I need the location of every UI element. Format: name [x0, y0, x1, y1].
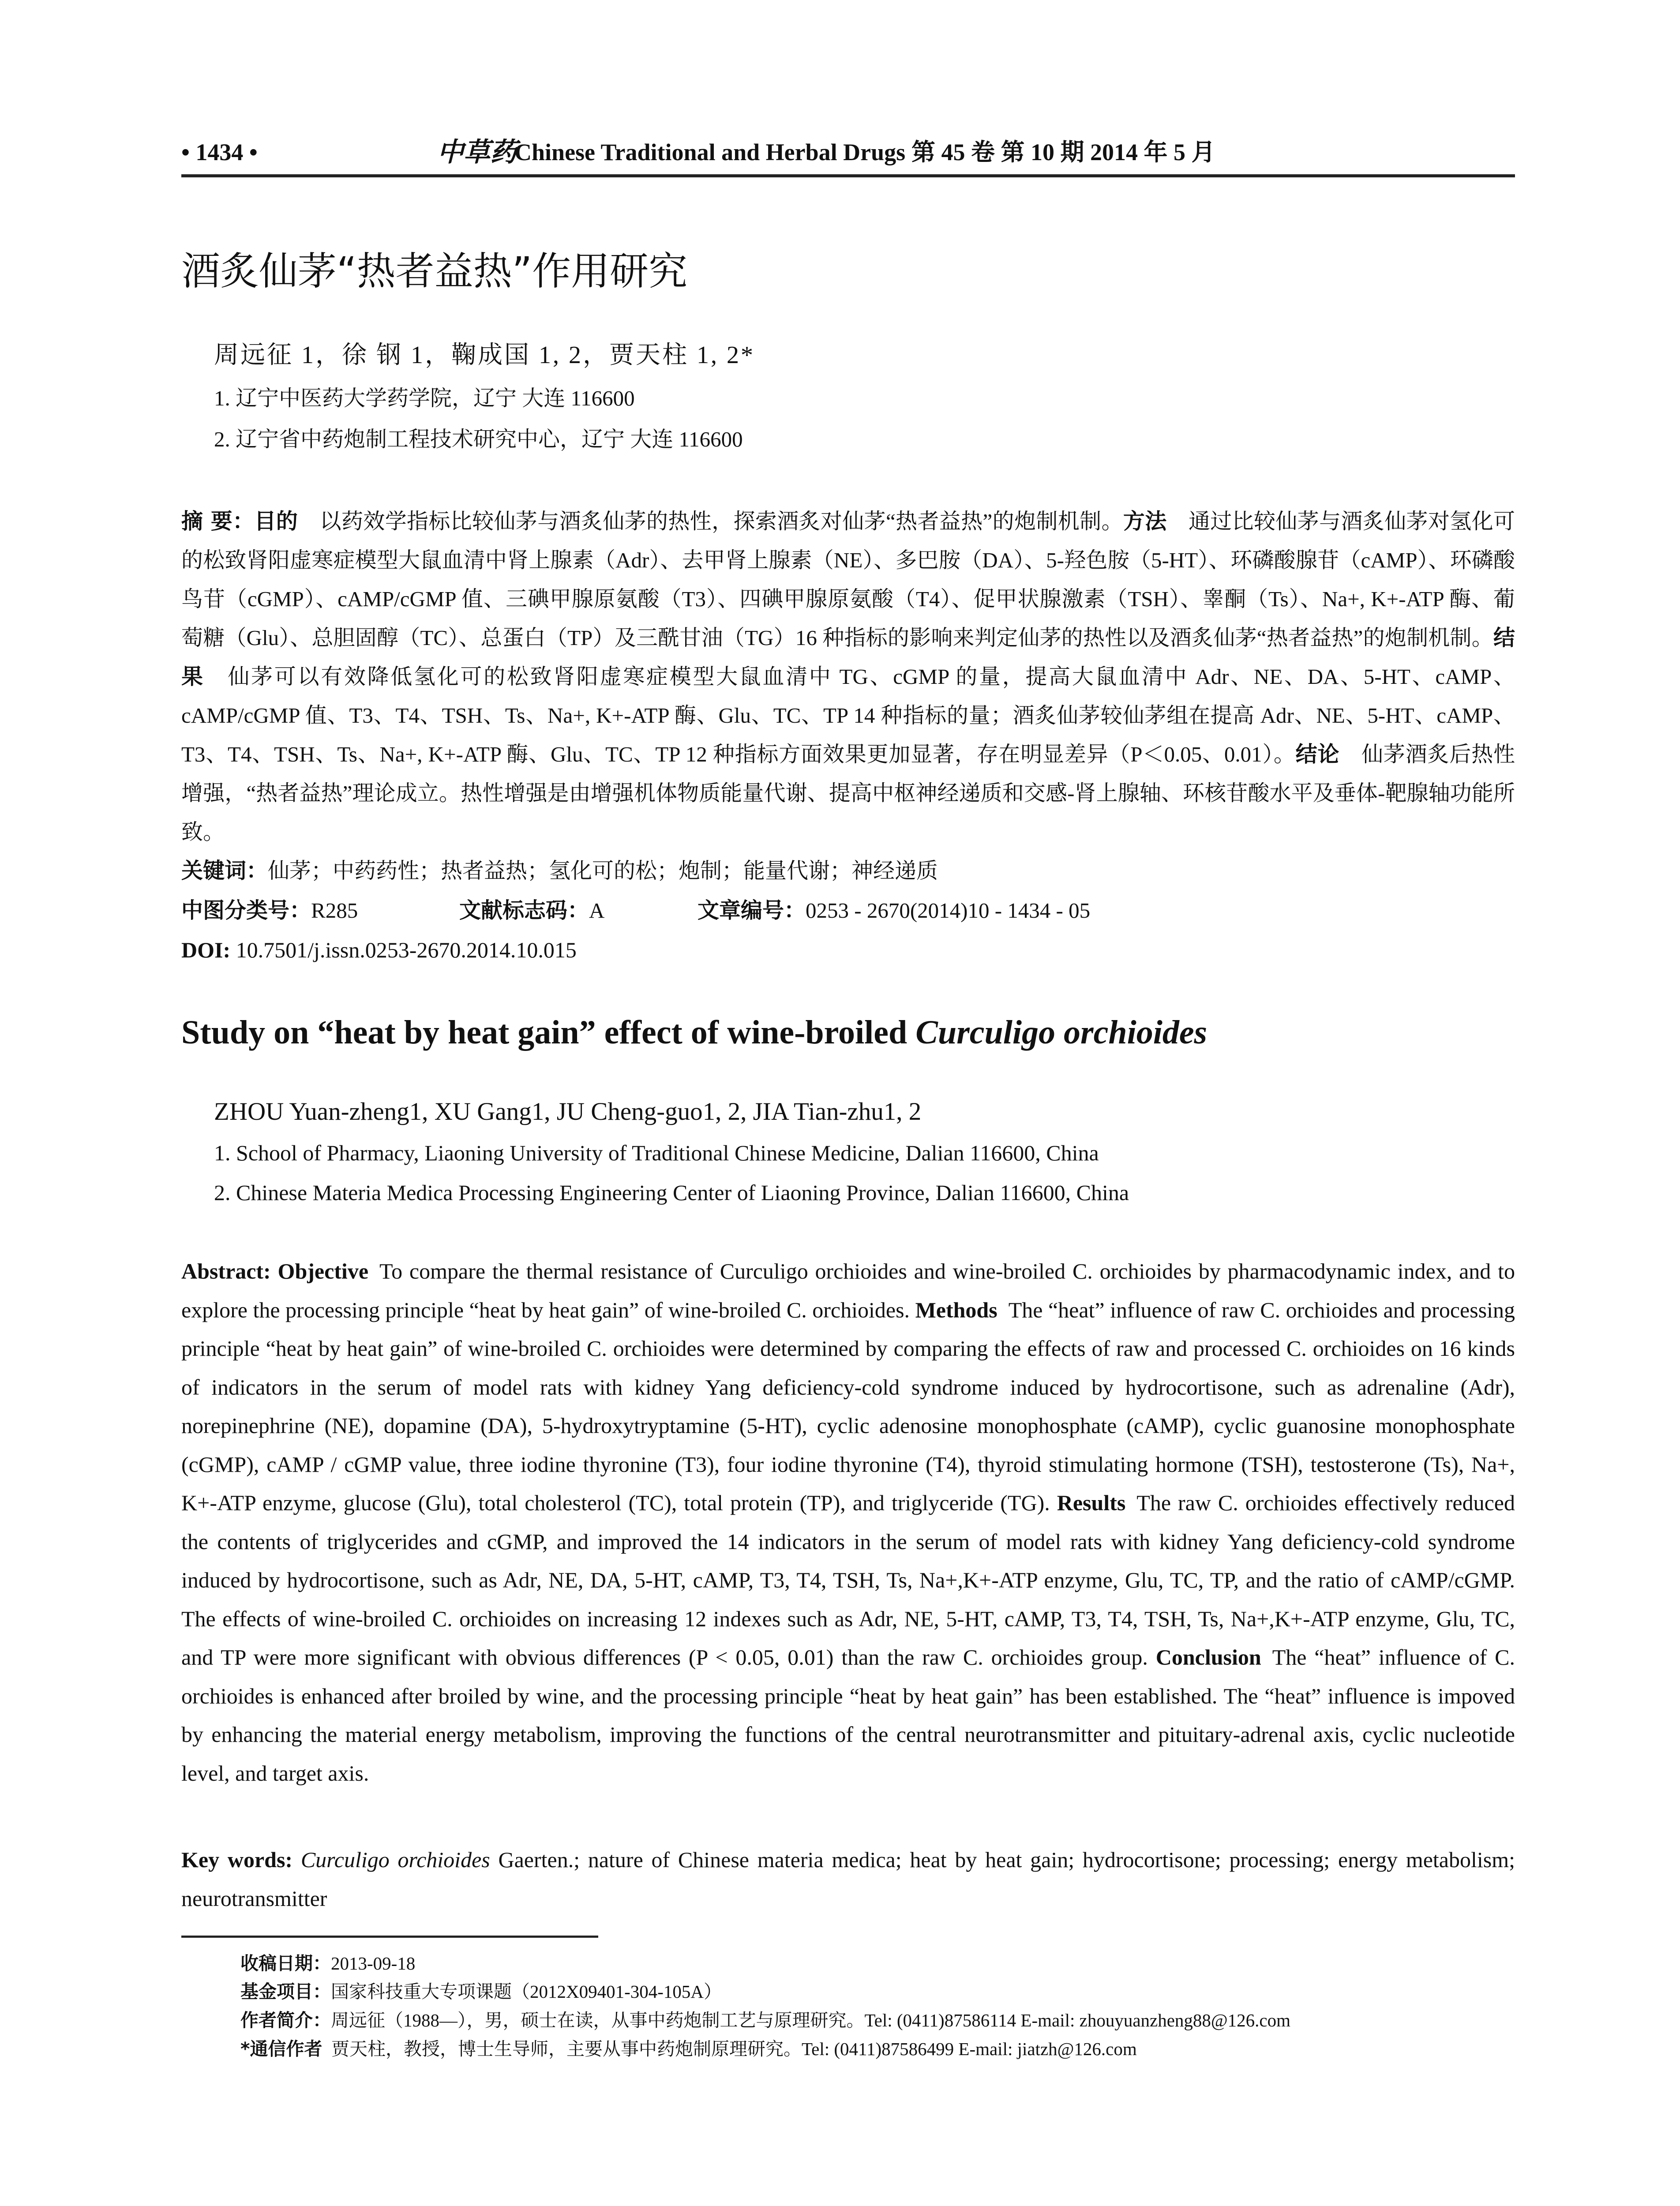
clc-label: 中图分类号： [181, 898, 311, 923]
en-conclusion-text: The “heat” influence of C. orchioides is enhanced after broiled by wine, and the processing principle “heat by heat gain” has been established. The “heat” influence is impoved by enhancing the material energy metabolism, improving the functions of the central neurotransmitter and pituitary-adrenal axis, cyclic nucleotide level, and target axis. [181, 1645, 1515, 1786]
en-keywords-text: Gaerten.; nature of Chinese materia medica; heat by heat gain; hydrocortisone; processing; energy metabolism; neurotransmitter [181, 1847, 1515, 1911]
en-results-label: Results [1057, 1490, 1126, 1515]
author-bio-text: 周远征（1988—），男，硕士在读，从事中药炮制工艺与原理研究。Tel: (0411)87586114 E-mail: zhouyuanzheng88@126.com [331, 2010, 1291, 2030]
footnote-corresponding [240, 2036, 1520, 2062]
received-date: 2013-09-18 [331, 1953, 416, 1973]
cn-keywords-label: 关键词： [181, 858, 268, 883]
article-id-value: 0253 - 2670(2014)10 - 1434 - 05 [806, 898, 1091, 923]
en-title [181, 1010, 1515, 1054]
received-label: 收稿日期： [240, 1953, 331, 1974]
en-keywords-label: Key words: [181, 1847, 293, 1872]
journal-name-cn: 中草药 [437, 138, 517, 167]
cn-title: 酒炙仙茅“热者益热”作用研究 [181, 248, 688, 294]
corresponding-label: *通信作者 [240, 2038, 322, 2060]
doi-value[interactable]: 10.7501/j.issn.0253-2670.2014.10.015 [236, 938, 577, 962]
journal-name-en: Chinese Traditional and Herbal Drugs [514, 139, 906, 165]
en-title-species: Curculigo orchioides [915, 1014, 1208, 1051]
doi-line [181, 932, 1515, 968]
en-conclusion-label: Conclusion [1155, 1645, 1261, 1670]
en-affiliation-2: 2. Chinese Materia Medica Processing Engineering Center of Liaoning Province, Dalian 116600, China [214, 1180, 1129, 1205]
cn-abstract [181, 502, 1515, 852]
cn-methods-text: 通过比较仙茅与酒炙仙茅对氢化可的松致肾阳虚寒症模型大鼠血清中肾上腺素（Adr）、去甲肾上腺素（NE）、多巴胺（DA）、5-羟色胺（5-HT）、环磷酸腺苷（cAMP）、环磷酸鸟苷（cGMP）、cAMP/cGMP 值、三碘甲腺原氨酸（T3）、四碘甲腺原氨酸（T4）、促甲状腺激素（TSH）、睾酮（Ts）、Na+, K+-ATP 酶、葡萄糖（Glu）、总胆固醇（TC）、总蛋白（TP）及三酰甘油（TG）16 种指标的影响来判定仙茅的热性以及酒炙仙茅“热者益热”的炮制机制。 [181, 509, 1515, 650]
en-keywords-species: Curculigo orchioides [300, 1847, 490, 1872]
corresponding-text: 贾天柱，教授，博士生导师，主要从事中药炮制原理研究。Tel: (0411)87586499 E-mail: jiatzh@126.com [331, 2039, 1137, 2059]
en-objective-text: To compare the thermal resistance of Curculigo orchioides and wine-broiled C. orchioides by pharmacodynamic index, and to explore the processing principle “heat by heat gain” of wine-broiled C. orchioides. [181, 1259, 1515, 1322]
cn-keywords-text: 仙茅；中药药性；热者益热；氢化可的松；炮制；能量代谢；神经递质 [268, 859, 938, 883]
en-title-main: Study on “heat by heat gain” effect of wine-broiled [181, 1014, 916, 1051]
cn-objective-text: 以药效学指标比较仙茅与酒炙仙茅的热性，探索酒炙对仙茅“热者益热”的炮制机制。 [319, 509, 1123, 533]
doc-code-label: 文献标志码： [459, 898, 589, 923]
cn-keywords [181, 853, 1515, 889]
en-methods-text: The “heat” influence of raw C. orchioides and processing principle “heat by heat gain” of wine-broiled C. orchioides were determined by comparing the effects of raw and processed C. orchioides on 16 kinds of indicators in the serum of model rats with kidney Yang deficiency-cold syndrome induced by hydrocortisone, such as adrenaline (Adr), norepinephrine (NE), dopamine (DA), 5-hydroxytryptamine (5-HT), cyclic adenosine monophosphate (cAMP), cyclic guanosine monophosphate (cGMP), cAMP / cGMP value, three iodine thyronine (T3), four iodine thyronine (T4), thyroid stimulating hormone (TSH), testosterone (Ts), Na+, K+-ATP enzyme, glucose (Glu), total cholesterol (TC), total protein (TP), and triglyceride (TG). [181, 1297, 1515, 1515]
running-header [181, 132, 1515, 177]
cn-objective-label: 目的 [254, 509, 298, 534]
cn-affiliation-1: 1. 辽宁中医药大学药学院，辽宁 大连 116600 [214, 386, 635, 410]
cn-methods-label: 方法 [1123, 509, 1167, 534]
cn-classification [181, 893, 1515, 928]
cn-authors: 周远征 1，徐 钢 1，鞠成国 1, 2，贾天柱 1, 2* [214, 341, 755, 369]
cn-conclusion-text: 仙茅酒炙后热性增强，“热者益热”理论成立。热性增强是由增强机体物质能量代谢、提高中枢神经递质和交感-肾上腺轴、环核苷酸水平及垂体-靶腺轴功能所致。 [181, 742, 1515, 844]
author-bio-label: 作者简介： [240, 2010, 331, 2031]
article-id-label: 文章编号： [698, 898, 806, 923]
article-id [698, 893, 1090, 928]
doi-label: DOI: [181, 938, 231, 962]
en-results-text: The raw C. orchioides effectively reduced the contents of triglycerides and cGMP, and improved the 14 indicators in the serum of model rats with kidney Yang deficiency-cold syndrome induced by hydrocortisone, such as Adr, NE, DA, 5-HT, cAMP, T3, T4, TSH, Ts, Na+,K+-ATP enzyme, Glu, TC, TP, and the ratio of cAMP/cGMP. The effects of wine-broiled C. orchioides on increasing 12 indexes such as Adr, NE, 5-HT, cAMP, T3, T4, TSH, Ts, Na+,K+-ATP enzyme, Glu, TC, and TP were more significant with obvious differences (P < 0.05, 0.01) than the raw C. orchioides group. [181, 1490, 1515, 1670]
cn-results-text: 仙茅可以有效降低氢化可的松致肾阳虚寒症模型大鼠血清中 TG、cGMP 的量，提高大鼠血清中 Adr、NE、DA、5-HT、cAMP、cAMP/cGMP 值、T3、T4、TSH、Ts、Na+, K+-ATP 酶、Glu、TC、TP 14 种指标的量；酒炙仙茅较仙茅组在提高 Adr、NE、5-HT、cAMP、T3、T4、TSH、Ts、Na+, K+-ATP 酶、Glu、TC、TP 12 种指标方面效果更加显著，存在明显差异（P＜0.05、0.01）。 [181, 664, 1515, 766]
cn-affiliation-2: 2. 辽宁省中药炮制工程技术研究中心，辽宁 大连 116600 [214, 427, 743, 451]
journal-volume: 第 45 卷 第 10 期 2014 年 5 月 [911, 139, 1215, 165]
page-number: • 1434 • [181, 139, 258, 165]
cn-conclusion-label: 结论 [1295, 742, 1340, 767]
cn-abstract-label: 摘 要： [181, 509, 255, 534]
en-authors: ZHOU Yuan-zheng1, XU Gang1, JU Cheng-guo1, 2, JIA Tian-zhu1, 2 [214, 1098, 922, 1126]
en-methods-label: Methods [915, 1297, 998, 1322]
doc-code [459, 893, 604, 928]
en-abstract [181, 1252, 1515, 1793]
clc-value: R285 [311, 898, 358, 923]
fund-label: 基金项目： [240, 1981, 331, 2002]
en-affiliation-1: 1. School of Pharmacy, Liaoning University of Traditional Chinese Medicine, Dalian 116600, China [214, 1141, 1099, 1165]
footnote-author [240, 2007, 1520, 2033]
en-keywords [181, 1841, 1515, 1918]
cn-results-label: 结果 [181, 625, 1515, 689]
fund-text: 国家科技重大专项课题（2012X09401-304-105A） [331, 1981, 722, 2002]
en-abstract-label: Abstract: [181, 1259, 271, 1283]
en-objective-label: Objective [278, 1259, 369, 1283]
footnote-rule [181, 1936, 598, 1938]
footnote-fund [240, 1978, 1520, 2005]
footnote-received [240, 1950, 1520, 1977]
doc-code-value: A [589, 898, 605, 923]
